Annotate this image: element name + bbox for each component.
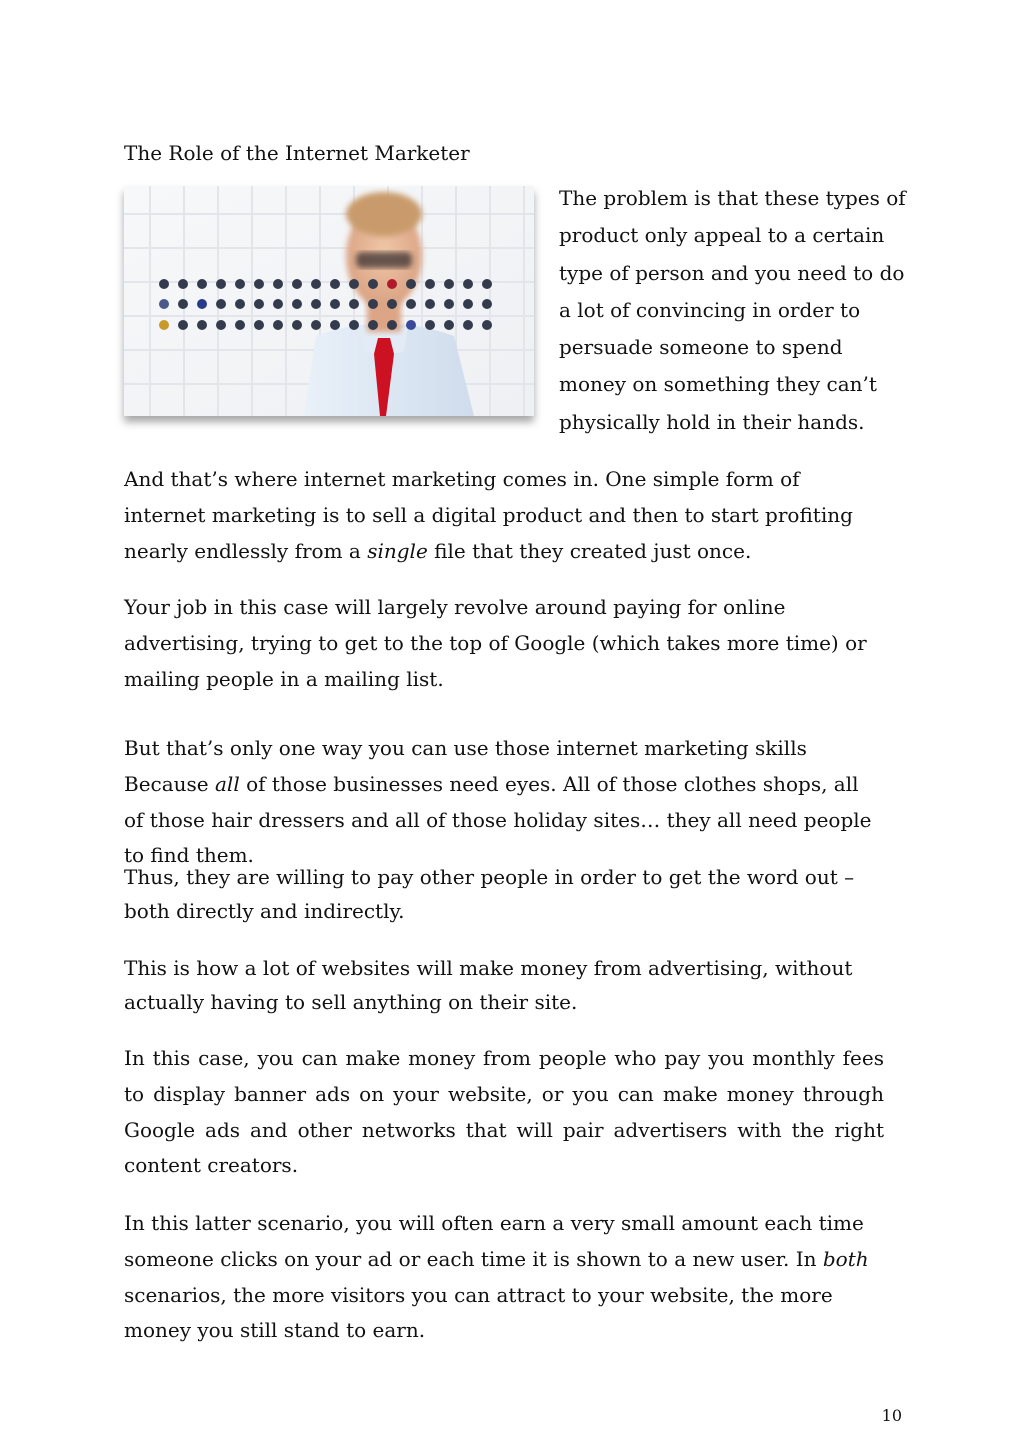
paragraph-2: Your job in this case will largely revolve around paying for online advertising, trying to get to the top of Google (which takes more time) or mailing people in a mailing list.: [124, 595, 867, 691]
marketer-illustration: [124, 186, 534, 416]
page-number: 10: [881, 1406, 902, 1425]
side-paragraph: The problem is that these types of product only appeal to a certain type of person and you need to do a lot of convincing in order to persuade someone to spend money on something they can’t physically hold in their hands.: [559, 186, 906, 434]
paragraph-7-emphasis: both: [822, 1246, 869, 1271]
paragraph-1-text-end: file that they created just once.: [427, 538, 752, 563]
paragraph-7-text: In this latter scenario, you will often earn a very small amount each time someone clicks on your ad or each time it is shown to a new user. In: [124, 1211, 864, 1271]
paragraph-1-emphasis: single: [367, 538, 428, 563]
paragraph-3: [124, 731, 884, 874]
paragraph-5: This is how a lot of websites will make money from advertising, without actually having to sell anything on their site.: [124, 956, 853, 1014]
paragraph-4: Thus, they are willing to pay other people in order to get the word out – both directly and indirectly.: [124, 865, 855, 923]
paragraph-7-text-end: scenarios, the more visitors you can attract to your website, the more money you still stand to earn.: [124, 1282, 833, 1343]
paragraph-3-emphasis: all: [215, 771, 240, 796]
marketer-image: [124, 186, 534, 416]
paragraph-3-text: But that’s only one way you can use those internet marketing skills Because: [124, 736, 807, 796]
paragraph-1-text: And that’s where internet marketing comes in. One simple form of internet marketing is to sell a digital product and then to start profiting nearly endlessly from a: [124, 467, 853, 563]
paragraph-6: In this case, you can make money from people who pay you monthly fees to display banner ads on your website, or you can make money through Google ads and other networks that will pair advertisers with the right content creators.: [124, 1046, 884, 1178]
paragraph-3-text-end: of those businesses need eyes. All of those clothes shops, all of those hair dressers and all of those holiday sites… they all need people to find them.: [124, 771, 872, 868]
page-heading: The Role of the Internet Marketer: [124, 141, 470, 165]
paragraph-1: [124, 462, 884, 569]
paragraph-7: [124, 1206, 884, 1349]
